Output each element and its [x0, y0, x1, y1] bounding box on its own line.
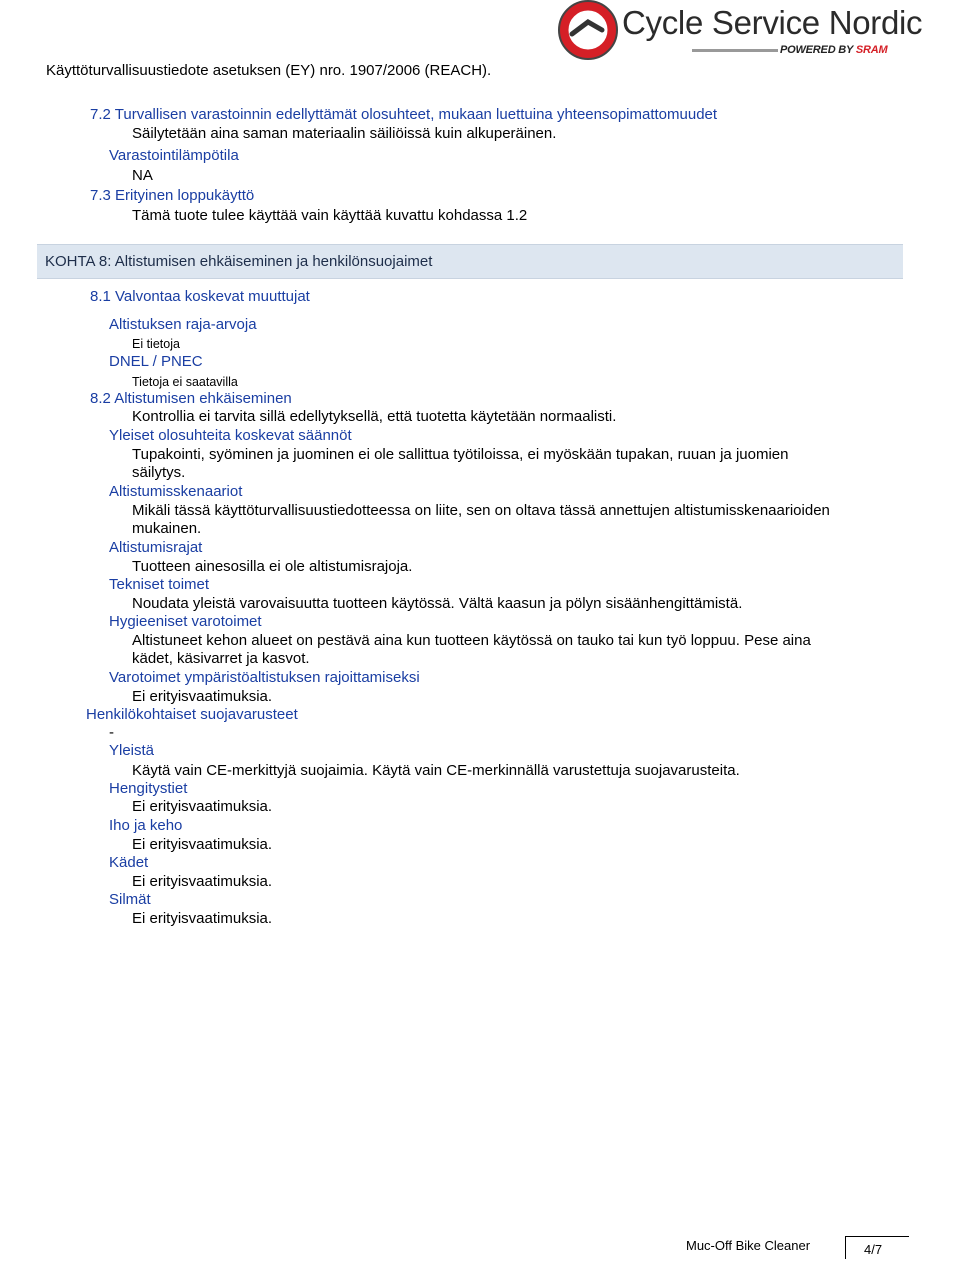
- dnel-pnec-heading: DNEL / PNEC: [109, 353, 203, 370]
- general-ppe-text: Käytä vain CE-merkittyjä suojaimia. Käytä vain CE-merkinnällä varustettuja suojavarusteita.: [132, 762, 740, 779]
- storage-temp-heading: Varastointilämpötila: [109, 147, 239, 164]
- hands-text: Ei erityisvaatimuksia.: [132, 873, 273, 890]
- logo-mark-icon: [558, 0, 618, 60]
- hands-heading: Kädet: [109, 854, 149, 871]
- technical-measures-text: Noudata yleistä varovaisuutta tuotteen käytössä. Vältä kaasun ja pölyn sisäänhengittämistä.: [132, 595, 743, 612]
- footer-product-name: Muc-Off Bike Cleaner: [686, 1238, 811, 1253]
- environmental-heading: Varotoimet ympäristöaltistuksen rajoittamiseksi: [109, 669, 420, 686]
- logo-powered-brand: SRAM: [855, 44, 888, 56]
- hygiene-text-1: Altistuneet kehon alueet on pestävä aina kun tuotteen käytössä on tauko tai kun työ loppuu. Pese aina: [132, 632, 811, 649]
- company-logo: [558, 0, 923, 64]
- ppe-dash: -: [109, 724, 114, 741]
- eyes-text: Ei erityisvaatimuksia.: [132, 910, 273, 927]
- skin-heading: Iho ja keho: [109, 817, 183, 834]
- section-7-2-heading: 7.2 Turvallisen varastoinnin edellyttämät olosuhteet, mukaan luettuina yhteensopimattomuudet: [90, 106, 718, 123]
- respiratory-text: Ei erityisvaatimuksia.: [132, 798, 273, 815]
- section-7-3-text: Tämä tuote tulee käyttää vain käyttää kuvattu kohdassa 1.2: [132, 207, 528, 224]
- logo-text: Cycle Service Nordic: [622, 4, 923, 41]
- eyes-heading: Silmät: [109, 891, 151, 908]
- storage-temp-value: NA: [132, 167, 153, 184]
- section-7-3-heading: 7.3 Erityinen loppukäyttö: [90, 187, 255, 204]
- logo-rule: [692, 49, 778, 52]
- general-rules-text-2: säilytys.: [132, 464, 186, 481]
- exposure-limits-value: Ei tietoja: [132, 337, 180, 351]
- document-title: Käyttöturvallisuustiedote asetuksen (EY) nro. 1907/2006 (REACH).: [46, 62, 492, 79]
- dnel-pnec-value: Tietoja ei saatavilla: [132, 375, 238, 389]
- logo-powered-prefix: POWERED BY: [780, 44, 853, 56]
- section-8-2-heading: 8.2 Altistumisen ehkäiseminen: [90, 390, 292, 407]
- hygiene-heading: Hygieeniset varotoimet: [109, 613, 262, 630]
- section-8-band: [37, 244, 903, 279]
- respiratory-heading: Hengitystiet: [109, 780, 188, 797]
- exposure-limits-2-heading: Altistumisrajat: [109, 539, 203, 556]
- skin-text: Ei erityisvaatimuksia.: [132, 836, 273, 853]
- general-rules-heading: Yleiset olosuhteita koskevat säännöt: [109, 427, 352, 444]
- environmental-text: Ei erityisvaatimuksia.: [132, 688, 273, 705]
- section-7-2-text: Säilytetään aina saman materiaalin säiliöissä kuin alkuperäinen.: [132, 125, 557, 142]
- section-8-1-heading: 8.1 Valvontaa koskevat muuttujat: [90, 288, 310, 305]
- exposure-limits-heading: Altistuksen raja-arvoja: [109, 316, 257, 333]
- footer-page-number: 4/7: [864, 1242, 883, 1257]
- section-8-2-text: Kontrollia ei tarvita sillä edellytyksellä, että tuotetta käytetään normaalisti.: [132, 408, 617, 425]
- logo-powered-by: [780, 44, 887, 56]
- general-rules-text-1: Tupakointi, syöminen ja juominen ei ole sallittua työtiloissa, ei myöskään tupakan, ruuan ja juomien: [132, 446, 789, 463]
- hygiene-text-2: kädet, käsivarret ja kasvot.: [132, 650, 310, 667]
- scenarios-text-2: mukainen.: [132, 520, 202, 537]
- technical-measures-heading: Tekniset toimet: [109, 576, 210, 593]
- ppe-heading: Henkilökohtaiset suojavarusteet: [86, 706, 298, 723]
- section-8-title: KOHTA 8: Altistumisen ehkäiseminen ja henkilönsuojaimet: [45, 253, 433, 270]
- scenarios-text-1: Mikäli tässä käyttöturvallisuustiedotteessa on liite, sen on oltava tässä annettujen altistumisskenaarioiden: [132, 502, 830, 519]
- exposure-limits-2-text: Tuotteen ainesosilla ei ole altistumisrajoja.: [132, 558, 413, 575]
- scenarios-heading: Altistumisskenaariot: [109, 483, 243, 500]
- general-ppe-heading: Yleistä: [109, 742, 155, 759]
